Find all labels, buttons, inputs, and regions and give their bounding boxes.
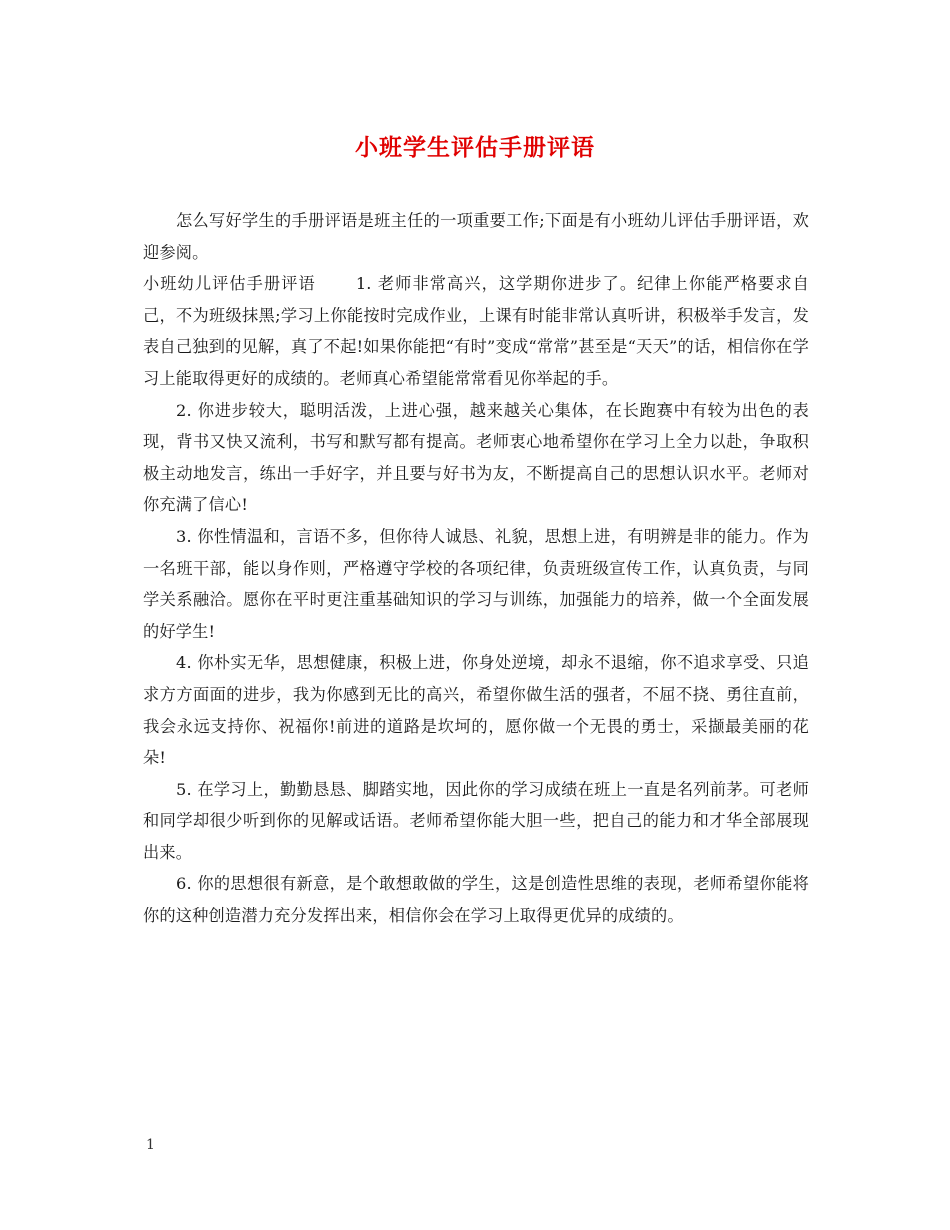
comment-item-3: 3. 你性情温和，言语不多，但你待人诚恳、礼貌，思想上进，有明辨是非的能力。作为一名班干部，能以身作则，严格遵守学校的各项纪律，负责班级宣传工作，认真负责，与同学关系融洽。愿你在平时更注重基础知识的学习与训练，加强能力的培养，做一个全面发展的好学生! [143,526,809,641]
section-heading: 小班幼儿评估手册评语 [143,274,316,294]
document-title: 小班学生评估手册评语 [355,134,595,161]
comment-item-1: 1. 老师非常高兴，这学期你进步了。纪律上你能严格要求自己，不为班级抹黑;学习上你能按时完成作业，上课有时能非常认真听讲，积极举手发言，发表自己独到的见解，真了不起!如果你能把“有时”变成“常常”甚至是“天天”的话，相信你在学习上能取得更好的成绩的。老师真心希望能常常看见你举起的手。 [143,274,809,388]
comment-item-6: 6. 你的思想很有新意，是个敢想敢做的学生，这是创造性思维的表现，老师希望你能将你的这种创造潜力充分发挥出来，相信你会在学习上取得更优异的成绩的。 [143,874,809,926]
section-paragraph [143,268,809,394]
comment-item-2: 2. 你进步较大，聪明活泼，上进心强，越来越关心集体，在长跑赛中有较为出色的表现，背书又快又流利，书写和默写都有提高。老师衷心地希望你在学习上全力以赴，争取积极主动地发言，练出一手好字，并且要与好书为友，不断提高自己的思想认识水平。老师对你充满了信心! [143,400,809,515]
intro-paragraph: 怎么写好学生的手册评语是班主任的一项重要工作;下面是有小班幼儿评估手册评语，欢迎参阅。 [143,211,809,262]
page-number: 1 [146,1137,155,1153]
document-body [143,205,809,932]
comment-item-4: 4. 你朴实无华，思想健康，积极上进，你身处逆境，却永不退缩，你不追求享受、只追求方方面面的进步，我为你感到无比的高兴，希望你做生活的强者，不屈不挠、勇往直前，我会永远支持你、祝福你!前进的道路是坎坷的，愿你做一个无畏的勇士，采撷最美丽的花朵! [143,653,809,768]
comment-item-5: 5. 在学习上，勤勤恳恳、脚踏实地，因此你的学习成绩在班上一直是名列前茅。可老师和同学却很少听到你的见解或话语。老师希望你能大胆一些，把自己的能力和才华全部展现出来。 [143,779,809,862]
